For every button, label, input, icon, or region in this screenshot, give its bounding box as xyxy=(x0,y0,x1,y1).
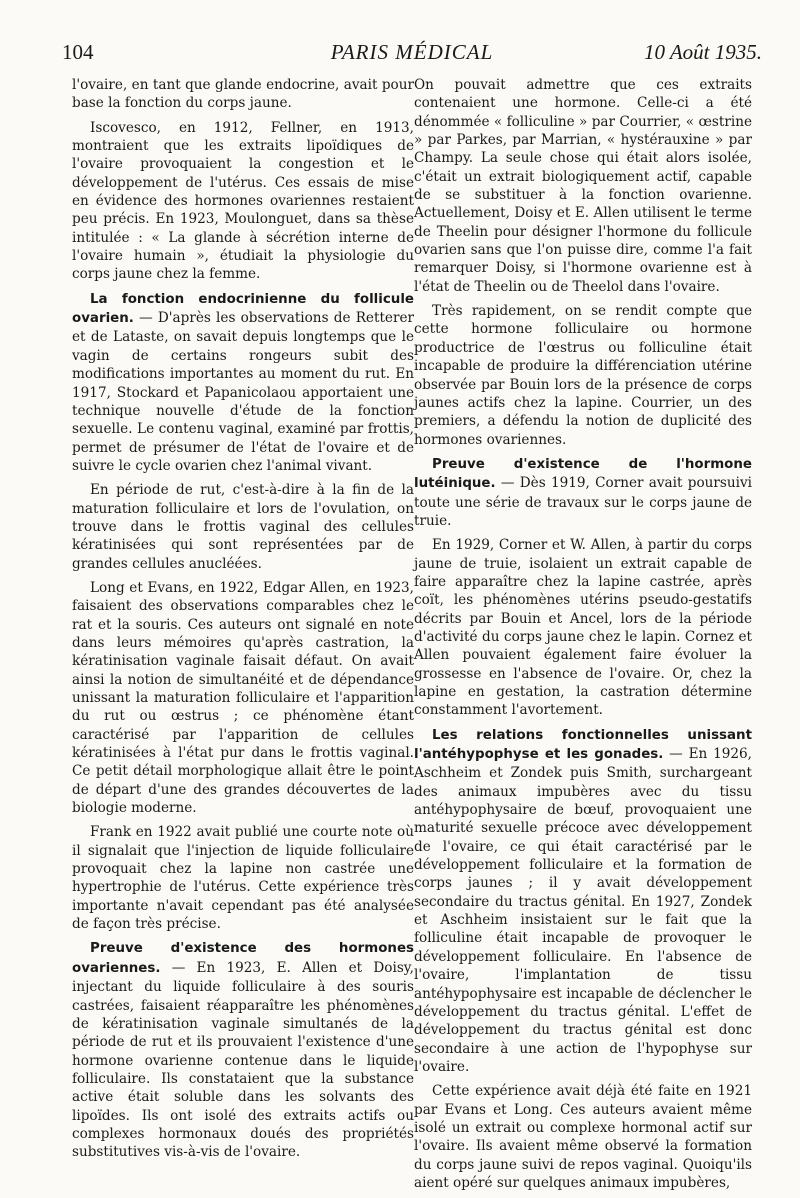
page-header xyxy=(62,40,762,74)
section-paragraph xyxy=(414,726,752,1077)
section-text: — D'après les observations de Retterer et de Lataste, on savait depuis longtemps que le vagin de certains rongeurs subit des modifications importantes au moment du rut. En 1917, Stockard et Papanicolaou apportaient une technique nouvelle d'étude de la fonction sexuelle. Le contenu vaginal, examiné par frottis, permet de présumer de l'état de l'ovaire et de suivre le cycle ovarien chez l'animal vivant. xyxy=(72,310,414,474)
section-paragraph xyxy=(72,939,414,1161)
section-heading: Preuve d'existence de l'hormone lutéinique. xyxy=(414,456,752,492)
section-text: — En 1926, Aschheim et Zondek puis Smith, surchargeant des animaux impubères avec du tissu antéhypophysaire de bœuf, provoquaient une maturité sexuelle précoce avec développement de l'ovaire, ce qui était caractérisé par le développement folliculaire et la formation de corps jaunes ; il y avait développement secondaire du tractus génital. En 1927, Zondek et Aschheim insistaient sur le fait que la folliculine était incapable de provoquer le développement folliculaire. En l'absence de l'ovaire, l'implantation de tissu antéhypophysaire est incapable de déclencher le développement du tractus génital. L'effet de développement du tractus génital est donc secondaire à une action de l'hypophyse sur l'ovaire. xyxy=(414,746,752,1075)
paragraph: En période de rut, c'est-à-dire à la fin de la maturation folliculaire et lors de l'ovulation, on trouve dans le frottis vaginal des cellules kératinisées qui sont représentées par de grandes cellules anucléées. xyxy=(72,482,414,572)
paragraph: l'ovaire, en tant que glande endocrine, avait pour base la fonction du corps jaune. xyxy=(72,77,414,112)
paragraph: Cette expérience avait déjà été faite en 1921 par Evans et Long. Ces auteurs avaient même isolé un extrait ou complexe hormonal actif sur l'ovaire. Ils avaient même observé la formation du corps jaune suivi de repos vaginal. Quoiqu'ils aient opéré sur quelques animaux impubères, xyxy=(414,1083,752,1191)
section-text: — En 1923, E. Allen et Doisy, injectant du liquide folliculaire à des souris castrées, faisaient réapparaître les phénomènes de kératinisation vaginale simultanés de la période de rut et ils prouvaient l'existence d'une hormone ovarienne contenue dans le liquide folliculaire. Ils constataient que la substance active était soluble dans les solvants des lipoïdes. Ils ont isolé des extraits actifs ou complexes hormonaux doués des propriétés substitutives vis-à-vis de l'ovaire. xyxy=(72,959,414,1161)
paragraph: Long et Evans, en 1922, Edgar Allen, en 1923, faisaient des observations comparables chez le rat et la souris. Ces auteurs ont signalé en note dans leurs mémoires qu'après castration, la kératinisation vaginale faisait défaut. On avait ainsi la notion de simultanéité et de dépendance unissant la maturation folliculaire et l'apparition du rut ou œstrus ; ce phénomène étant caractérisé par l'apparition de cellules kératinisées à l'état pur dans le frottis vaginal. Ce petit détail morphologique allait être le point de départ d'une des grandes découvertes de la biologie moderne. xyxy=(72,579,414,817)
journal-title: PARIS MÉDICAL xyxy=(330,40,494,64)
section-heading: Preuve d'existence des hormones ovariennes. xyxy=(72,941,414,976)
paragraph: En 1929, Corner et W. Allen, à partir du corps jaune de truie, isolaient un extrait capable de faire apparaître chez la lapine castrée, après coït, les phénomènes utérins pseudo-gestatifs décrits par Bouin et Ancel, lors de la période d'activité du corps jaune chez le lapin. Cornez et Allen pouvaient également faire évoluer la grossesse en l'absence de l'ovaire. Or, chez la lapine en gestation, la castration détermine constamment l'avortement. xyxy=(414,537,752,719)
section-heading: Les relations fonctionnelles unissant l'antéhypophyse et les gonades. xyxy=(414,727,752,763)
section-text: — Dès 1919, Corner avait poursuivi toute une série de travaux sur le corps jaune de truie. xyxy=(414,475,752,529)
page-number: 104 xyxy=(62,40,94,64)
paragraph: Frank en 1922 avait publié une courte note où il signalait que l'injection de liquide folliculaire provoquait chez la lapine non castrée une hypertrophie de l'utérus. Cette expérience très importante n'avait cependant pas été analysée de façon très précise. xyxy=(72,824,414,933)
section-heading: La fonction endocrinienne du follicule ovarien. xyxy=(72,291,414,327)
section-paragraph xyxy=(72,290,414,475)
left-column xyxy=(72,76,414,1168)
paragraph: Iscovesco, en 1912, Fellner, en 1913, montraient que les extraits lipoïdiques de l'ovaire provoquaient la congestion et le développement de l'utérus. Ces essais de mise en évidence des hormones ovariennes restaient peu précis. En 1923, Moulonguet, dans sa thèse intitulée : « La glande à sécrétion interne de l'ovaire humain », étudiait la physiologie du corps jaune chez la femme. xyxy=(72,119,414,283)
right-column xyxy=(414,76,752,1198)
issue-date: 10 Août 1935. xyxy=(643,40,762,64)
section-paragraph xyxy=(414,455,752,530)
paragraph: Très rapidement, on se rendit compte que cette hormone folliculaire ou hormone productrice de l'œstrus ou folliculine était incapable de produire la différenciation utérine observée par Bouin lors de la présence de corps jaunes actifs chez la lapine. Courrier, un des premiers, a défendu la notion de duplicité des hormones ovariennes. xyxy=(414,303,752,448)
paragraph: On pouvait admettre que ces extraits contenaient une hormone. Celle-ci a été dénommée « folliculine » par Courrier, « œstrine » par Parkes, par Marrian, « hystérauxine » par Champy. La seule chose qui était alors isolée, c'était un extrait biologiquement actif, capable de se substituer à la fonction ovarienne. Actuellement, Doisy et E. Allen utilisent le terme de Theelin pour désigner l'hormone du follicule ovarien sans que l'on puisse dire, comme l'a fait remarquer Doisy, si l'hormone ovarienne est à l'état de Theelin ou de Theelol dans l'ovaire. xyxy=(414,77,752,295)
